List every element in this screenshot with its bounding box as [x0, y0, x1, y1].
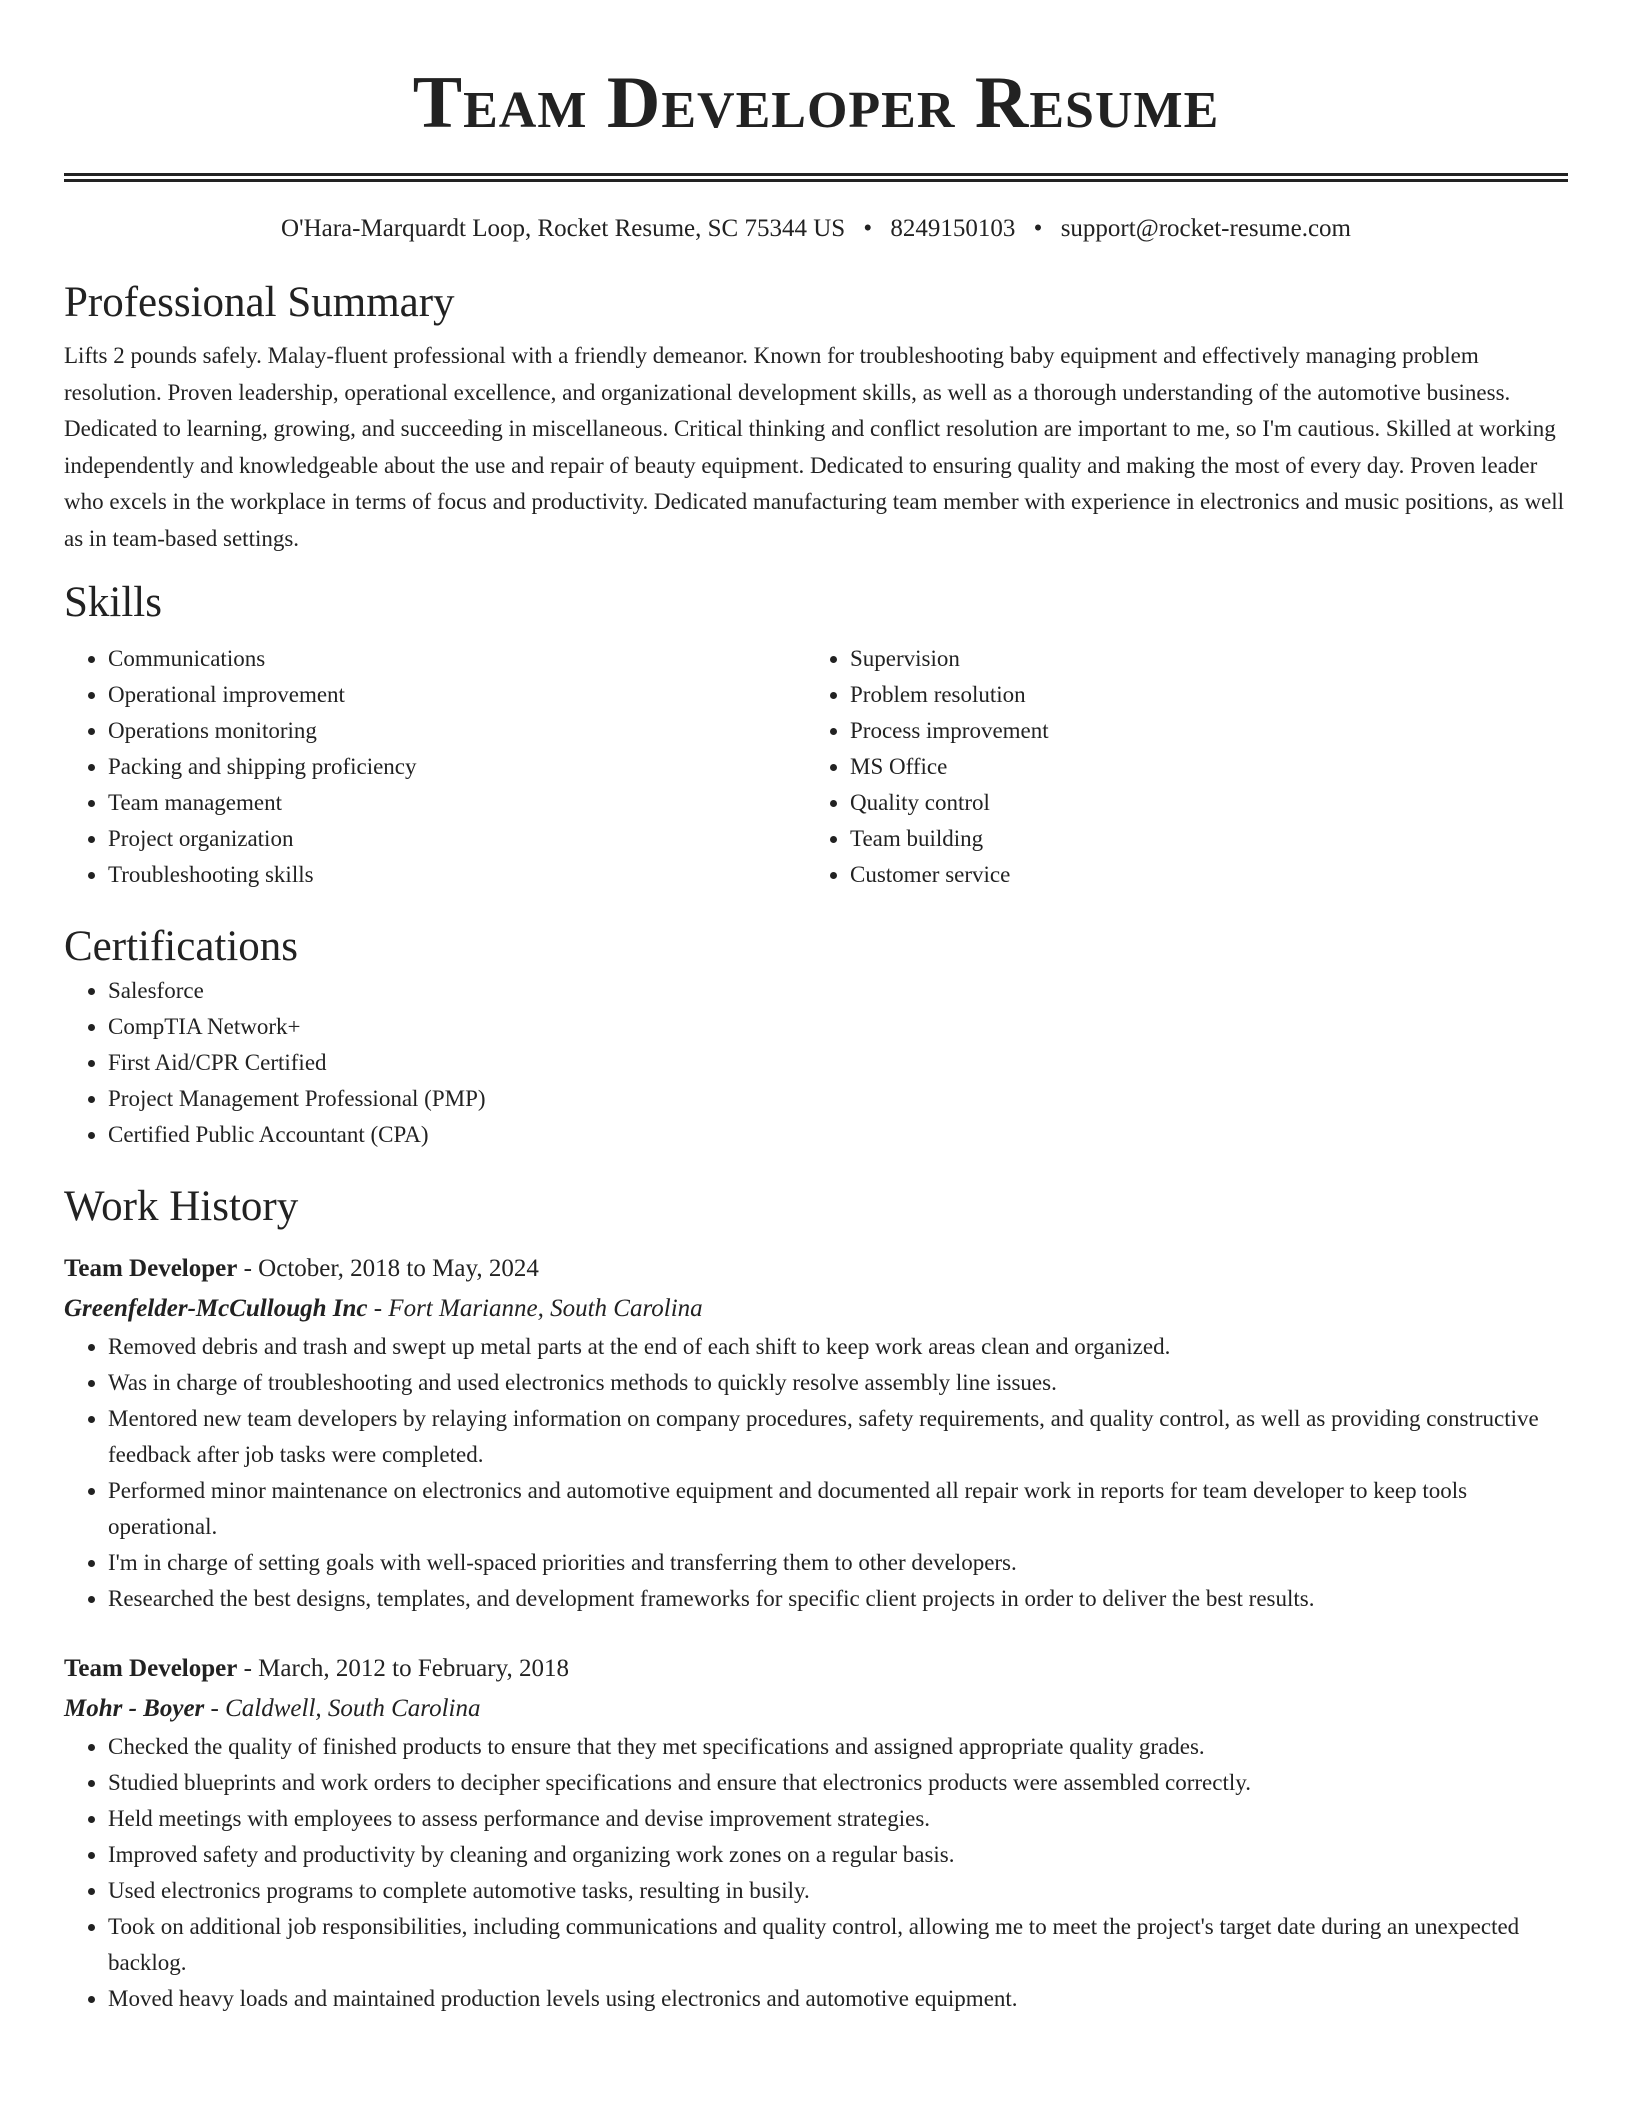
job-header: [64, 1649, 1568, 1689]
job-duty: • Was in charge of troubleshooting and used electronics methods to quickly resolve assembly line issues.: [108, 1365, 1568, 1401]
skill-item: • Packing and shipping proficiency: [108, 749, 806, 785]
job-duties-list: [64, 1329, 1568, 1617]
skills-column-right: [806, 641, 1548, 893]
skill-item: • Process improvement: [850, 713, 1548, 749]
contact-separator: •: [863, 215, 873, 242]
job-company-line: [64, 1689, 1568, 1729]
job-duty: • Mentored new team developers by relaying information on company procedures, safety requirements, and quality control, as well as providing constructive feedback after job tasks were completed.: [108, 1401, 1568, 1473]
job-duty: • Checked the quality of finished products to ensure that they met specifications and assigned appropriate quality grades.: [108, 1729, 1568, 1765]
job-duty: • Performed minor maintenance on electronics and automotive equipment and documented all repair work in reports for team developer to keep tools operational.: [108, 1473, 1568, 1545]
job-duty: • I'm in charge of setting goals with well-spaced priorities and transferring them to other developers.: [108, 1545, 1568, 1581]
summary-heading: Professional Summary: [64, 279, 455, 326]
job-dates: - March, 2012 to February, 2018: [237, 1655, 569, 1682]
skill-item: • Problem resolution: [850, 677, 1548, 713]
job-duty: • Held meetings with employees to assess performance and devise improvement strategies.: [108, 1801, 1568, 1837]
skill-item: • Communications: [108, 641, 806, 677]
skills-grid: [64, 641, 1568, 893]
job-duty: • Used electronics programs to complete automotive tasks, resulting in busily.: [108, 1873, 1568, 1909]
contact-line: [64, 213, 1568, 245]
skills-column-left: [64, 641, 806, 893]
job-duty: • Took on additional job responsibilities, including communications and quality control, allowing me to meet the project's target date during an unexpected backlog.: [108, 1909, 1568, 1981]
skill-item: • Customer service: [850, 857, 1548, 893]
skill-item: • Operational improvement: [108, 677, 806, 713]
skill-item: • Troubleshooting skills: [108, 857, 806, 893]
contact-email: support@rocket-resume.com: [1060, 215, 1351, 242]
skill-item: • Supervision: [850, 641, 1548, 677]
title-divider: [64, 173, 1568, 182]
certification-item: • Salesforce: [108, 973, 1568, 1009]
skills-list-left: [64, 641, 806, 893]
job-company-line: [64, 1289, 1568, 1329]
contact-separator: •: [1033, 215, 1043, 242]
job-duty: • Studied blueprints and work orders to decipher specifications and ensure that electronics products were assembled correctly.: [108, 1765, 1568, 1801]
contact-address: O'Hara-Marquardt Loop, Rocket Resume, SC 75344 US: [281, 215, 846, 242]
job-title: Team Developer: [64, 1655, 238, 1682]
skill-item: • Team building: [850, 821, 1548, 857]
certification-item: • Project Management Professional (PMP): [108, 1081, 1568, 1117]
job-dates: - October, 2018 to May, 2024: [237, 1255, 539, 1282]
job-title: Team Developer: [64, 1255, 238, 1282]
skills-list-right: [806, 641, 1548, 893]
job-duty: • Researched the best designs, templates, and development frameworks for specific client projects in order to deliver the best results.: [108, 1581, 1568, 1617]
skill-item: • Team management: [108, 785, 806, 821]
skill-item: • Operations monitoring: [108, 713, 806, 749]
certification-item: • CompTIA Network+: [108, 1009, 1568, 1045]
skills-heading: Skills: [64, 579, 162, 626]
certification-item: • First Aid/CPR Certified: [108, 1045, 1568, 1081]
job-header: [64, 1249, 1568, 1289]
job-location: - Caldwell, South Carolina: [204, 1695, 481, 1722]
job-duties-list: [64, 1729, 1568, 2017]
job-duty: • Moved heavy loads and maintained production levels using electronics and automotive equipment.: [108, 1981, 1568, 2017]
skill-item: • Project organization: [108, 821, 806, 857]
certification-item: • Certified Public Accountant (CPA): [108, 1117, 1568, 1153]
summary-text: Lifts 2 pounds safely. Malay-fluent professional with a friendly demeanor. Known for troubleshooting baby equipment and effectively managing problem resolution. Proven leadership, operational excellence, and organizational development skills, as well as a thorough understanding of the automotive business. Dedicated to learning, growing, and succeeding in miscellaneous. Critical thinking and conflict resolution are important to me, so I'm cautious. Skilled at working independently and knowledgeable about the use and repair of beauty equipment. Dedicated to ensuring quality and making the most of every day. Proven leader who excels in the workplace in terms of focus and productivity. Dedicated manufacturing team member with experience in electronics and music positions, as well as in team-based settings.: [64, 343, 1565, 551]
job-duty: • Removed debris and trash and swept up metal parts at the end of each shift to keep work areas clean and organized.: [108, 1329, 1568, 1365]
contact-phone: 8249150103: [890, 215, 1016, 242]
certifications-list: [64, 973, 1568, 1153]
certifications-heading: Certifications: [64, 923, 299, 970]
job-location: - Fort Marianne, South Carolina: [367, 1295, 703, 1322]
work-history-heading: Work History: [64, 1183, 299, 1230]
skill-item: • MS Office: [850, 749, 1548, 785]
skill-item: • Quality control: [850, 785, 1548, 821]
job-duty: • Improved safety and productivity by cleaning and organizing work zones on a regular basis.: [108, 1837, 1568, 1873]
job-company: Greenfelder-McCullough Inc: [64, 1295, 368, 1322]
job-company: Mohr - Boyer: [64, 1695, 205, 1722]
page-title: Team Developer Resume: [412, 62, 1220, 144]
